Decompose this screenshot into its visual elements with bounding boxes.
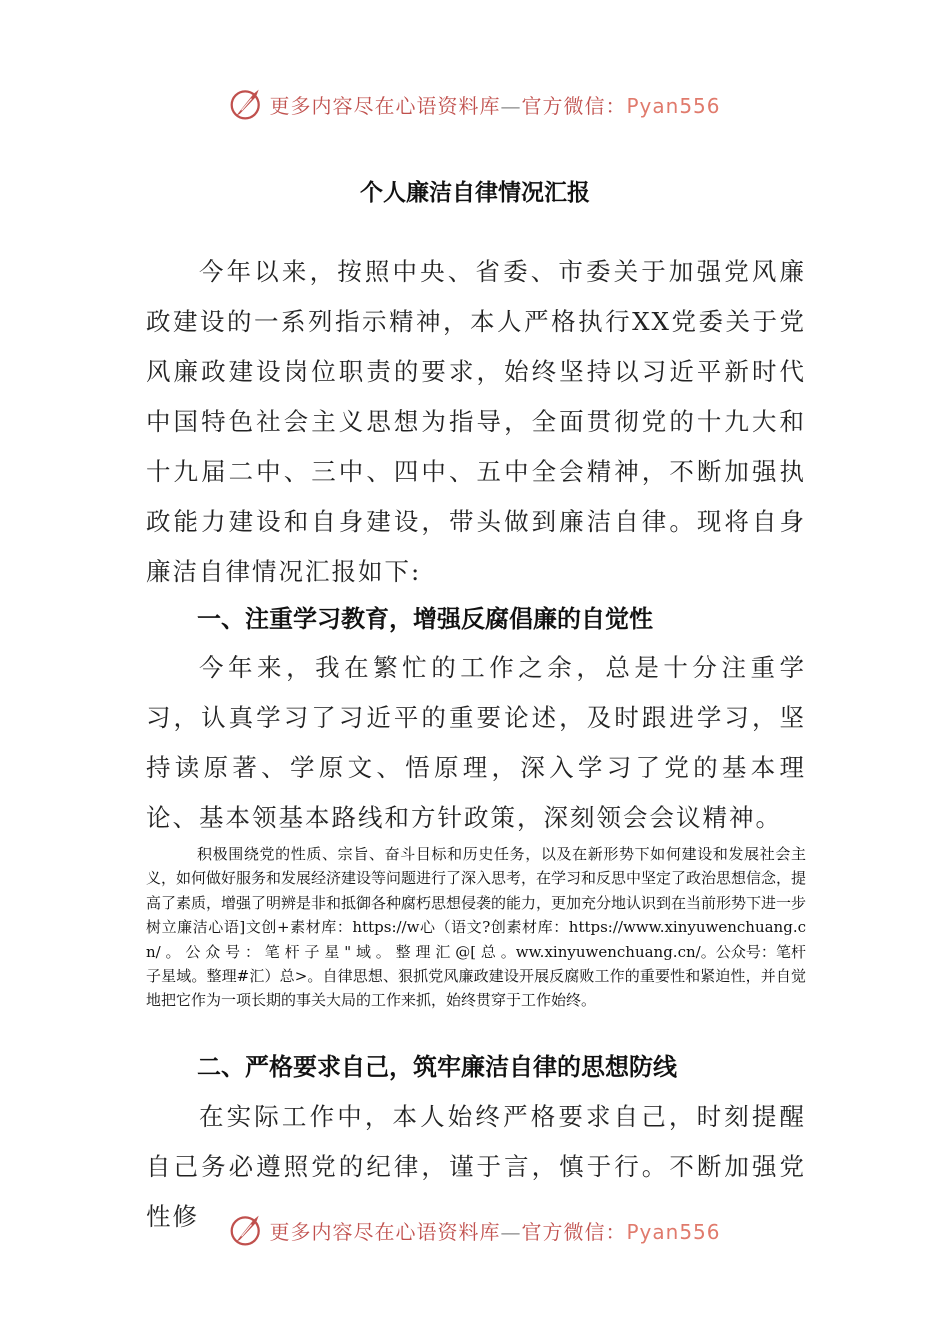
footer-banner xyxy=(0,1208,950,1252)
banner-site-text: 更多内容尽在心语资料库 xyxy=(269,93,501,118)
document-title: 个人廉洁自律情况汇报 xyxy=(360,180,590,206)
banner-wechat-label: 官方微信： xyxy=(521,93,627,118)
banner-separator: — xyxy=(500,1219,522,1244)
section1-heading: 一、注重学习教育，增强反腐倡廉的自觉性 xyxy=(197,605,653,633)
banner-wechat-id: Pyan556 xyxy=(626,1219,721,1244)
banner-wechat-id: Pyan556 xyxy=(626,93,721,118)
section1-paragraph: 今年来，我在繁忙的工作之余，总是十分注重学习，认真学习了习近平的重要论述，及时跟进学习，坚持读原著、学原文、悟原理，深入学习了党的基本理论、基本领基本路线和方针政策，深刻领会会议精神。 xyxy=(146,653,806,832)
banner-separator: — xyxy=(500,93,522,118)
banner-text xyxy=(269,90,720,119)
banner-text xyxy=(269,1216,720,1245)
intro-paragraph: 今年以来，按照中央、省委、市委关于加强党风廉政建设的一系列指示精神，本人严格执行XX党委关于党风廉政建设岗位职责的要求，始终坚持以习近平新时代中国特色社会主义思想为指导，全面贯彻党的十九大和十九届二中、三中、四中、五中全会精神，不断加强执政能力建设和自身建设，带头做到廉洁自律。现将自身廉洁自律情况汇报如下: xyxy=(146,257,806,586)
banner-site-text: 更多内容尽在心语资料库 xyxy=(269,1219,501,1244)
banner-wechat-label: 官方微信： xyxy=(521,1219,627,1244)
quill-logo-icon xyxy=(229,86,265,122)
quill-logo-icon xyxy=(229,1212,265,1248)
section2-paragraph: 在实际工作中，本人始终严格要求自己，时刻提醒自己务必遵照党的纪律，谨于言，慎于行。不断加强党性修 xyxy=(146,1102,806,1231)
header-banner xyxy=(0,82,950,126)
section2-heading: 二、严格要求自己，筑牢廉洁自律的思想防线 xyxy=(197,1053,677,1081)
section1-small-paragraph: 积极围绕党的性质、宗旨、奋斗目标和历史任务，以及在新形势下如何建设和发展社会主义，如何做好服务和发展经济建设等问题进行了深入思考，在学习和反思中坚定了政治思想信念，提高了素质，增强了明辨是非和抵御各种腐朽思想侵袭的能力，更加充分地认识到在当前形势下进一步树立廉洁心语]文创+素材库：https://w心（语文?创素材库：https://www.xinyuwenchuang.cn/ 。 公 众 号 ： 笔 杆 子 星 " 域 。 整 理 汇 @[ 总 。ww.xinyuwenchuang.cn/。公众号：笔杆子星域。整理#汇）总>。自律思想、狠抓党风廉政建设开展反腐败工作的重要性和紧迫性，并自觉地把它作为一项长期的事关大局的工作来抓，始终贯穿于工作始终。 xyxy=(146,845,807,1010)
